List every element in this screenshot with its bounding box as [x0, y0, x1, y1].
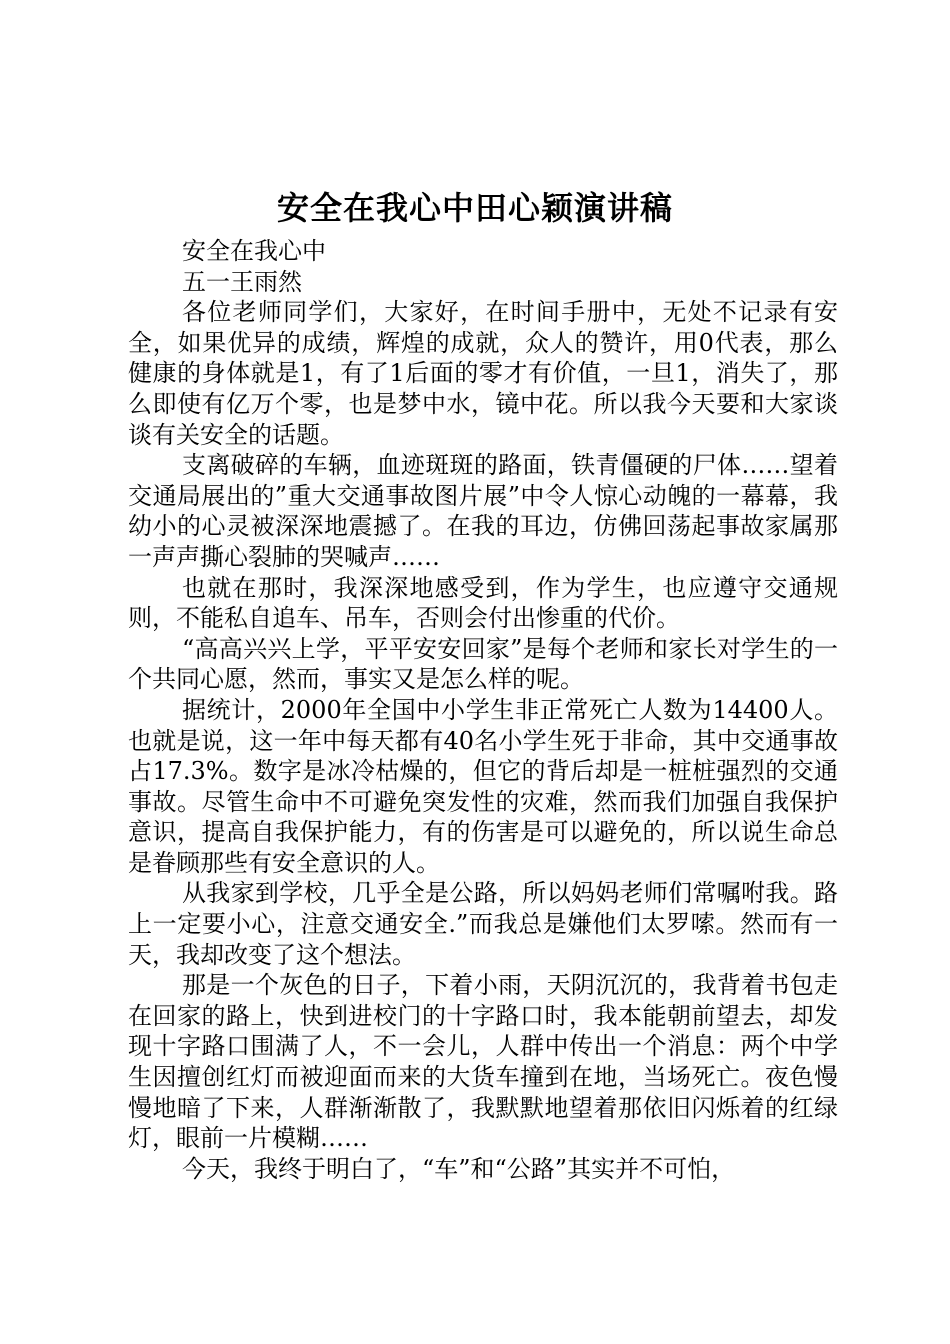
document-subtitle: 安全在我心中 — [182, 237, 326, 265]
paragraph: 从我家到学校，几乎全是公路，所以妈妈老师们常嘱咐我。路上一定要小心，注意交通安全.”而我总是嫌他们太罗嗦。然而有一天，我却改变了这个想法。 — [128, 879, 838, 969]
paragraph: 今天，我终于明白了，“车”和“公路”其实并不可怕， — [182, 1154, 736, 1183]
document-author: 五一王雨然 — [182, 267, 302, 296]
paragraph: 各位老师同学们，大家好，在时间手册中，无处不记录有安全，如果优异的成绩，辉煌的成就，众人的赞许，用0代表，那么健康的身体就是1，有了1后面的零才有价值，一旦1，消失了，那么即使有亿万个零，也是梦中水，镜中花。所以我今天要和大家谈谈有关安全的话题。 — [128, 298, 838, 449]
paragraph: 也就在那时，我深深地感受到，作为学生，也应遵守交通规则，不能私自追车、吊车，否则会付出惨重的代价。 — [128, 573, 838, 633]
paragraph: 支离破碎的车辆，血迹斑斑的路面，铁青僵硬的尸体……望着交通局展出的”重大交通事故图片展”中令人惊心动魄的一幕幕，我幼小的心灵被深深地震撼了。在我的耳边，仿佛回荡起事故家属那一声声撕心裂肺的哭喊声…… — [128, 451, 838, 571]
paragraph: 据统计，2000年全国中小学生非正常死亡人数为14400人。也就是说，这一年中每天都有40名小学生死于非命，其中交通事故占17.3%。数字是冰冷枯燥的，但它的背后却是一桩桩强烈的交通事故。尽管生命中不可避免突发性的灾难，然而我们加强自我保护意识，提高自我保护能力，有的伤害是可以避免的，所以说生命总是眷顾那些有安全意识的人。 — [128, 695, 838, 877]
paragraph: 那是一个灰色的日子，下着小雨，天阴沉沉的，我背着书包走在回家的路上，快到进校门的十字路口时，我本能朝前望去，却发现十字路口围满了人，不一会儿，人群中传出一个消息：两个中学生因擅创红灯而被迎面而来的大货车撞到在地，当场死亡。夜色慢慢地暗了下来，人群渐渐散了，我默默地望着那依旧闪烁着的红绿灯，眼前一片模糊…… — [128, 971, 838, 1153]
document-body — [128, 236, 838, 1184]
document-title: 安全在我心中田心颖演讲稿 — [276, 189, 673, 227]
paragraph: “高高兴兴上学，平平安安回家”是每个老师和家长对学生的一个共同心愿，然而，事实又是怎么样的呢。 — [128, 634, 838, 694]
